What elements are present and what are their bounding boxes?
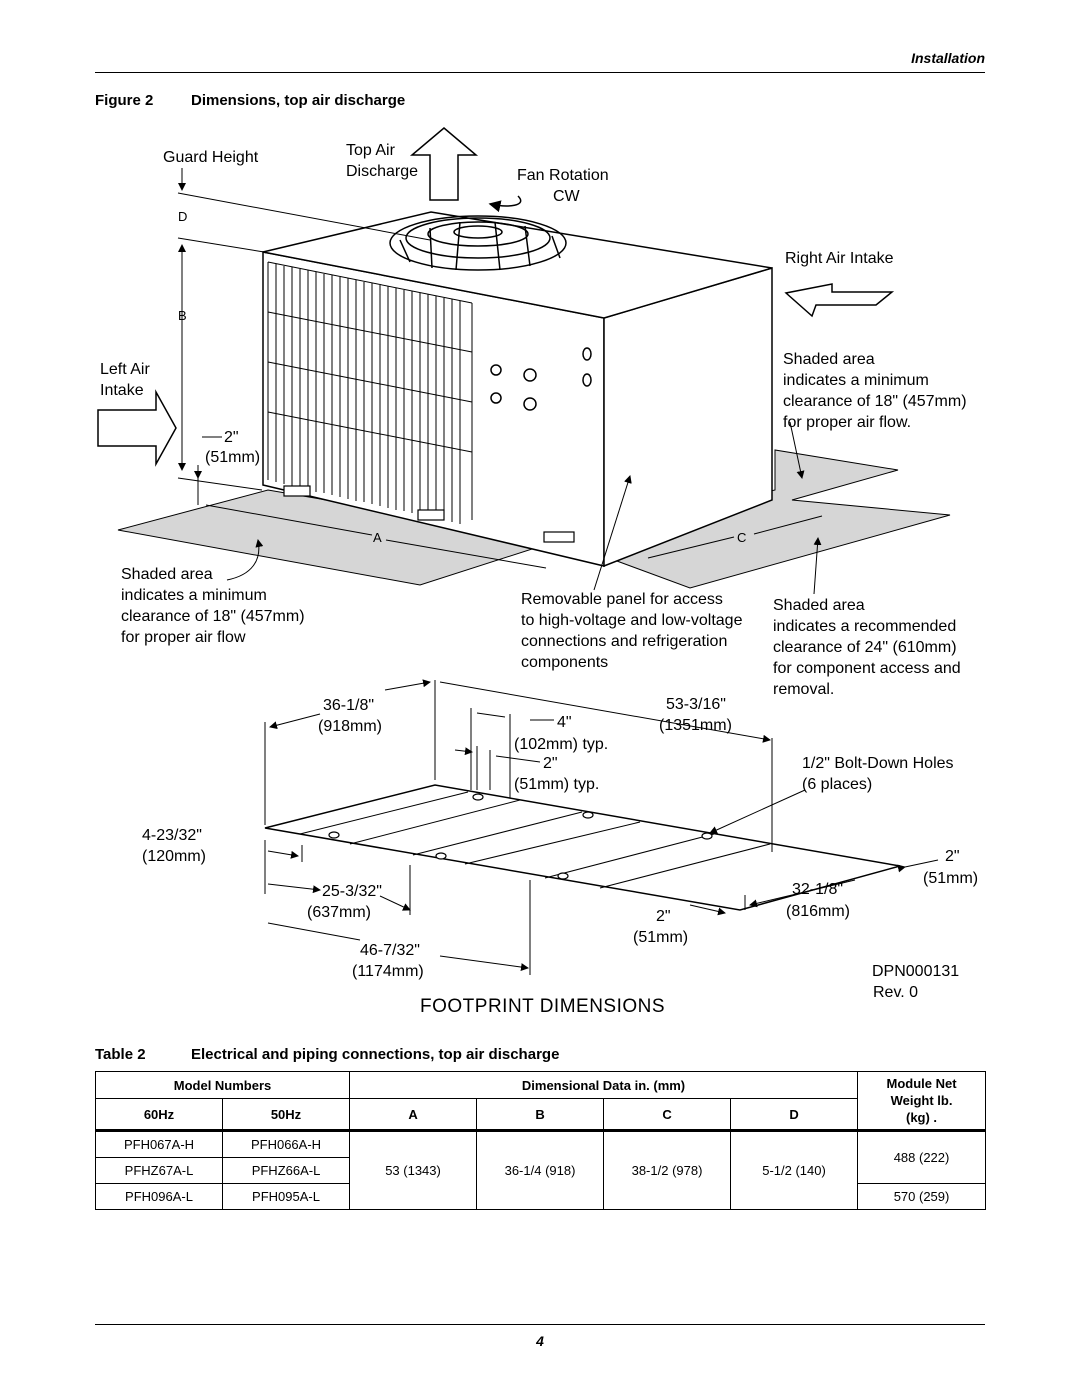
table-cell-model-50hz: PFH066A-H [223, 1131, 350, 1158]
header-50hz: 50Hz [223, 1099, 350, 1131]
table-cell-dim-c: 38-1/2 (978) [604, 1131, 731, 1210]
page-number: 4 [536, 1333, 544, 1349]
fp-d3-mm: (51mm) typ. [514, 776, 600, 793]
fp-d8-in: 2" [656, 908, 671, 925]
right-air-intake-label: Right Air Intake [785, 250, 894, 267]
top-air-label-2: Discharge [346, 163, 419, 180]
drawing-revision: Rev. 0 [873, 984, 919, 1001]
running-header: Installation [911, 50, 985, 66]
left-air-label-2: Intake [100, 382, 144, 399]
fifty-one-mm-label: (51mm) [205, 449, 261, 466]
bolt-holes [329, 794, 712, 879]
fp-d5-mm: (120mm) [142, 848, 207, 865]
header-60hz: 60Hz [96, 1099, 223, 1131]
table-caption [95, 1046, 559, 1063]
table-number: Table 2 [95, 1046, 146, 1063]
fp-d1-mm: (918mm) [318, 718, 383, 735]
header-d: D [731, 1099, 858, 1131]
shaded-left-line-2: indicates a minimum [121, 587, 267, 604]
left-air-label-1: Left Air [100, 361, 150, 378]
right-air-arrow [786, 284, 892, 316]
fan-rotation-label-1: Fan Rotation [517, 167, 609, 184]
header-c: C [604, 1099, 731, 1131]
shaded-right-line-4: for proper air flow. [783, 414, 912, 431]
footer-rule [95, 1324, 985, 1325]
header-weight-line-1: Module Net [886, 1076, 957, 1091]
table-cell-model-50hz: PFH095A-L [223, 1184, 350, 1210]
table-title: Electrical and piping connections, top air discharge [191, 1046, 560, 1063]
shaded-front-line-4: for component access and [773, 660, 961, 677]
removable-panel-line-3: connections and refrigeration [521, 633, 728, 650]
drawing-number: DPN000131 [872, 963, 960, 980]
header-weight-line-2: Weight lb. [890, 1093, 953, 1108]
fp-d8-mm: (51mm) [633, 929, 689, 946]
table-cell-model-60hz: PFH096A-L [96, 1184, 223, 1210]
shaded-right-line-1: Shaded area [783, 351, 875, 368]
fp-d6-mm: (637mm) [307, 904, 372, 921]
figure-title: Dimensions, top air discharge [191, 92, 406, 109]
table-cell-dim-a: 53 (1343) [350, 1131, 477, 1210]
fp-d7-mm: (1174mm) [352, 963, 424, 980]
guard-height-label: Guard Height [163, 149, 259, 166]
fp-d7-in: 46-7/32" [360, 942, 420, 959]
table-cell-weight-1: 488 (222) [858, 1131, 986, 1184]
header-weight [858, 1072, 986, 1131]
top-air-arrow [412, 128, 476, 200]
fp-d3-in: 2" [543, 755, 558, 772]
shaded-front-line-1: Shaded area [773, 597, 865, 614]
top-air-label-1: Top Air [346, 142, 395, 159]
shaded-left-line-4: for proper air flow [121, 629, 246, 646]
connections-table [95, 1071, 986, 1210]
fp-d6-in: 25-3/32" [322, 883, 382, 900]
header-weight-line-3: (kg) . [905, 1110, 938, 1125]
fp-bolt-1: 1/2" Bolt-Down Holes [802, 755, 954, 772]
fp-d9-mm: (816mm) [786, 903, 851, 920]
dim-d-label: D [178, 209, 188, 224]
footprint-title: FOOTPRINT DIMENSIONS [420, 996, 666, 1017]
fp-d2-mm: (102mm) typ. [514, 736, 609, 753]
two-inch-label: 2" [224, 429, 239, 446]
header-a: A [350, 1099, 477, 1131]
table-cell-model-60hz: PFH067A-H [96, 1131, 223, 1158]
dim-c-label: C [737, 530, 747, 545]
table-cell-dim-d: 5-1/2 (140) [731, 1131, 858, 1210]
removable-panel-line-1: Removable panel for access [521, 591, 723, 608]
fp-d9-in: 32-1/8" [792, 881, 844, 898]
header-dimensional-data: Dimensional Data in. (mm) [350, 1072, 858, 1099]
fp-d1-in: 36-1/8" [323, 697, 375, 714]
fp-d10-mm: (51mm) [923, 870, 979, 887]
shaded-front-line-3: clearance of 24" (610mm) [773, 639, 957, 656]
fan-rotation-arrow [490, 196, 521, 206]
shaded-left-line-1: Shaded area [121, 566, 213, 583]
figure-number: Figure 2 [95, 92, 154, 109]
fp-d4-in: 53-3/16" [666, 696, 726, 713]
fp-d10-in: 2" [945, 848, 960, 865]
header-b: B [477, 1099, 604, 1131]
header-model-numbers: Model Numbers [96, 1072, 350, 1099]
table-cell-dim-b: 36-1/4 (918) [477, 1131, 604, 1210]
removable-panel-line-4: components [521, 654, 609, 671]
dim-b-label: B [178, 308, 187, 323]
table-cell-model-60hz: PFHZ67A-L [96, 1158, 223, 1184]
left-air-arrow [98, 392, 176, 464]
fan-rotation-label-2: CW [553, 188, 580, 205]
removable-panel-line-2: to high-voltage and low-voltage [521, 612, 743, 629]
shaded-right-line-3: clearance of 18" (457mm) [783, 393, 967, 410]
shaded-left-line-3: clearance of 18" (457mm) [121, 608, 305, 625]
shaded-right-line-2: indicates a minimum [783, 372, 929, 389]
fp-bolt-2: (6 places) [802, 776, 873, 793]
table-cell-model-50hz: PFHZ66A-L [223, 1158, 350, 1184]
dim-a-label: A [373, 530, 382, 545]
fp-d5-in: 4-23/32" [142, 827, 202, 844]
fp-d4-mm: (1351mm) [659, 717, 732, 734]
shaded-front-line-5: removal. [773, 681, 835, 698]
shaded-front-line-2: indicates a recommended [773, 618, 957, 635]
table-cell-weight-2: 570 (259) [858, 1184, 986, 1210]
fp-d2-in: 4" [557, 714, 572, 731]
